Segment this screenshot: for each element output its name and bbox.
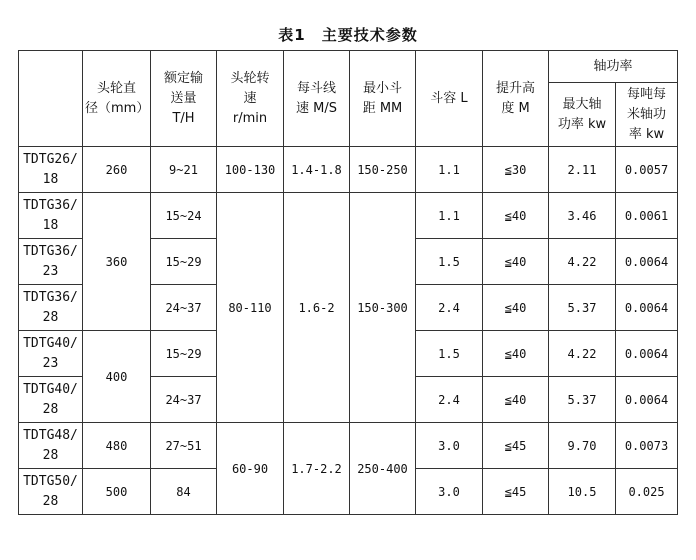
header-bucket-linear-speed: 每斗线 速 M/S (284, 51, 350, 147)
spacing-cell: 150-250 (350, 147, 416, 193)
height-cell: ≦40 (483, 239, 549, 285)
volume-cell: 1.1 (416, 193, 483, 239)
volume-cell: 3.0 (416, 469, 483, 515)
model-cell: TDTG36/ 23 (19, 239, 83, 285)
throughput-cell: 84 (151, 469, 217, 515)
max-power-cell: 4.22 (549, 239, 616, 285)
spacing-cell: 250-400 (350, 423, 416, 515)
volume-cell: 1.1 (416, 147, 483, 193)
height-cell: ≦40 (483, 377, 549, 423)
table-row (19, 423, 678, 469)
height-cell: ≦40 (483, 193, 549, 239)
max-power-cell: 5.37 (549, 285, 616, 331)
height-cell: ≦40 (483, 331, 549, 377)
model-cell: TDTG36/ 18 (19, 193, 83, 239)
throughput-cell: 27~51 (151, 423, 217, 469)
header-row (19, 51, 678, 83)
max-power-cell: 2.11 (549, 147, 616, 193)
table-row (19, 193, 678, 239)
throughput-cell: 15~29 (151, 239, 217, 285)
throughput-cell: 24~37 (151, 285, 217, 331)
diameter-cell: 500 (83, 469, 151, 515)
speed-cell: 100-130 (217, 147, 284, 193)
volume-cell: 2.4 (416, 285, 483, 331)
header-max-shaft-power: 最大轴 功率 kw (549, 83, 616, 147)
unit-power-cell: 0.0061 (616, 193, 678, 239)
model-cell: TDTG40/ 23 (19, 331, 83, 377)
throughput-cell: 15~24 (151, 193, 217, 239)
height-cell: ≦30 (483, 147, 549, 193)
max-power-cell: 5.37 (549, 377, 616, 423)
model-cell: TDTG26/ 18 (19, 147, 83, 193)
header-lift-height: 提升高 度 M (483, 51, 549, 147)
height-cell: ≦45 (483, 423, 549, 469)
speed-cell: 80-110 (217, 193, 284, 423)
diameter-cell: 400 (83, 331, 151, 423)
max-power-cell: 9.70 (549, 423, 616, 469)
linear-speed-cell: 1.7-2.2 (284, 423, 350, 515)
unit-power-cell: 0.0073 (616, 423, 678, 469)
max-power-cell: 4.22 (549, 331, 616, 377)
unit-power-cell: 0.025 (616, 469, 678, 515)
throughput-cell: 15~29 (151, 331, 217, 377)
unit-power-cell: 0.0064 (616, 331, 678, 377)
spacing-cell: 150-300 (350, 193, 416, 423)
model-cell: TDTG48/ 28 (19, 423, 83, 469)
header-rated-throughput: 额定输 送量 T/H (151, 51, 217, 147)
diameter-cell: 480 (83, 423, 151, 469)
throughput-cell: 9~21 (151, 147, 217, 193)
header-min-bucket-spacing: 最小斗 距 MM (350, 51, 416, 147)
height-cell: ≦45 (483, 469, 549, 515)
max-power-cell: 3.46 (549, 193, 616, 239)
volume-cell: 3.0 (416, 423, 483, 469)
header-head-wheel-diameter: 头轮直 径（mm） (83, 51, 151, 147)
header-head-wheel-speed: 头轮转 速 r/min (217, 51, 284, 147)
model-cell: TDTG40/ 28 (19, 377, 83, 423)
diameter-cell: 260 (83, 147, 151, 193)
unit-power-cell: 0.0064 (616, 377, 678, 423)
technical-parameters-table (18, 50, 678, 515)
volume-cell: 1.5 (416, 239, 483, 285)
model-cell: TDTG36/ 28 (19, 285, 83, 331)
header-shaft-power-group: 轴功率 (549, 51, 678, 83)
diameter-cell: 360 (83, 193, 151, 331)
unit-power-cell: 0.0064 (616, 285, 678, 331)
speed-cell: 60-90 (217, 423, 284, 515)
volume-cell: 2.4 (416, 377, 483, 423)
header-model (19, 51, 83, 147)
volume-cell: 1.5 (416, 331, 483, 377)
throughput-cell: 24~37 (151, 377, 217, 423)
header-power-per-ton-meter: 每吨每 米轴功 率 kw (616, 83, 678, 147)
table-caption: 表1 主要技术参数 (278, 26, 418, 44)
height-cell: ≦40 (483, 285, 549, 331)
unit-power-cell: 0.0064 (616, 239, 678, 285)
max-power-cell: 10.5 (549, 469, 616, 515)
linear-speed-cell: 1.6-2 (284, 193, 350, 423)
header-bucket-volume: 斗容 L (416, 51, 483, 147)
table-row (19, 147, 678, 193)
unit-power-cell: 0.0057 (616, 147, 678, 193)
linear-speed-cell: 1.4-1.8 (284, 147, 350, 193)
model-cell: TDTG50/ 28 (19, 469, 83, 515)
